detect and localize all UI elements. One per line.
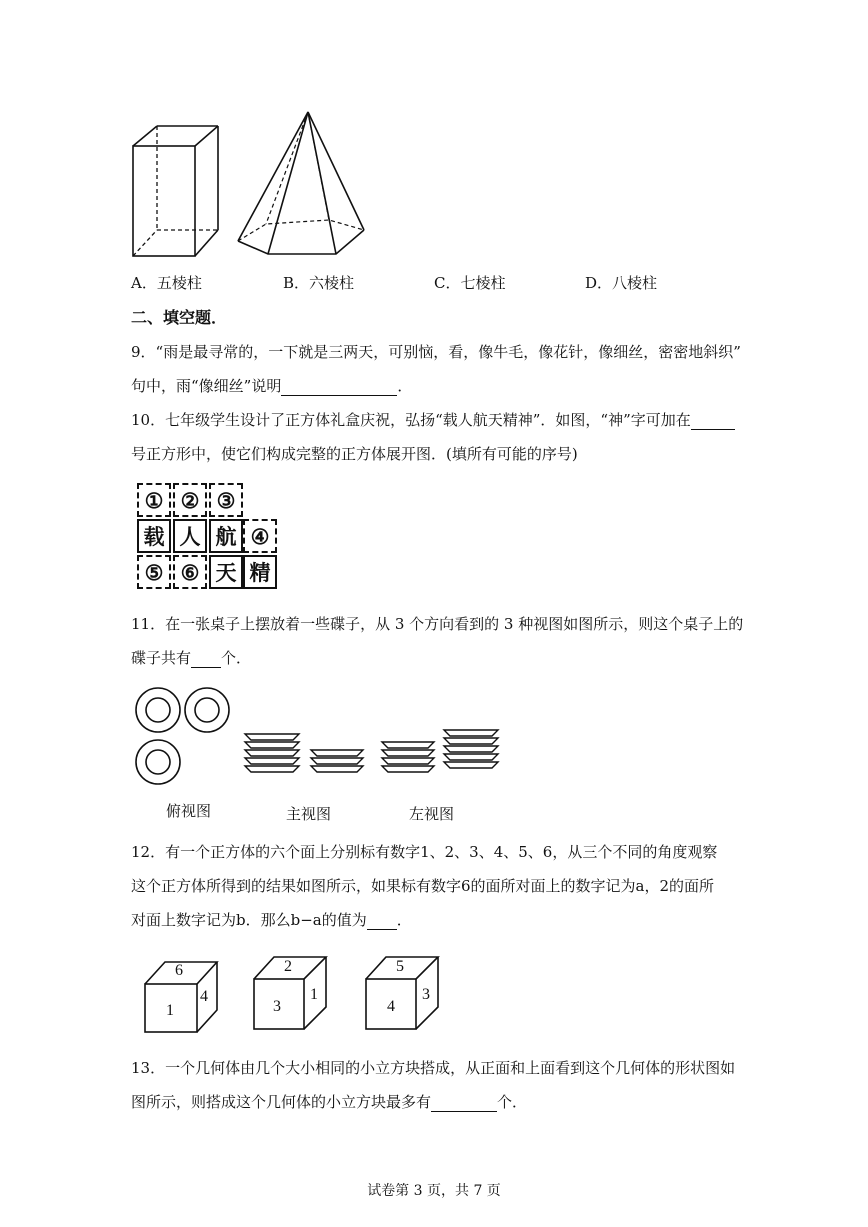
grid-cell-zai: 载 — [137, 519, 171, 553]
grid-cell-hang: 航 — [209, 519, 243, 553]
rectangular-prism-figure — [125, 118, 225, 263]
q12-period: ． — [396, 911, 412, 929]
section-title: 二、填空题． — [131, 308, 228, 327]
dice-cube-2 — [252, 953, 332, 1033]
q11-line2 — [131, 648, 251, 668]
option-a: A．五棱柱 — [131, 274, 202, 292]
grid-cell-tian: 天 — [209, 555, 243, 589]
q10-line1 — [131, 410, 735, 430]
q10-text: 10．七年级学生设计了正方体礼盒庆祝，弘扬“载人航天精神”．如图，“神”字可加在 — [131, 411, 691, 429]
dice-cube-1 — [143, 956, 223, 1036]
q10-line2: 号正方形中，使它们构成完整的正方体展开图．(填所有可能的序号) — [131, 445, 578, 463]
q9-period: ． — [397, 377, 413, 395]
grid-cell-3: ③ — [209, 483, 243, 517]
plates-top-view — [135, 686, 245, 786]
q12-text: 对面上数字记为b．那么b−a的值为 — [131, 911, 367, 929]
q12-line1: 12．有一个正方体的六个面上分别标有数字1、2、3、4、5、6，从三个不同的角度观察 — [131, 843, 718, 861]
grid-cell-5: ⑤ — [137, 555, 171, 589]
q12-answer-blank[interactable] — [367, 913, 397, 930]
option-c: C．七棱柱 — [434, 274, 506, 292]
grid-cell-jing: 精 — [243, 555, 277, 589]
q13-line2 — [131, 1092, 527, 1112]
q13-unit: 个． — [497, 1093, 528, 1111]
grid-cell-4: ④ — [243, 519, 277, 553]
q11-unit: 个． — [221, 649, 252, 667]
grid-cell-ren: 人 — [173, 519, 207, 553]
cube3-side: 3 — [422, 986, 430, 1003]
q13-text: 图所示，则搭成这个几何体的小立方块最多有 — [131, 1093, 432, 1111]
cube3-top: 5 — [396, 958, 404, 975]
q12-line3 — [131, 910, 412, 930]
cube2-front: 3 — [273, 998, 281, 1015]
q9-answer-blank[interactable] — [281, 379, 397, 396]
hexagonal-pyramid-figure — [232, 106, 372, 256]
page-footer: 试卷第 3 页，共 7 页 — [367, 1183, 501, 1199]
q9-line2 — [131, 376, 412, 396]
caption-top-view: 俯视图 — [166, 802, 212, 820]
option-b: B．六棱柱 — [283, 274, 355, 292]
q13-line1: 13．一个几何体由几个大小相同的小立方块搭成，从正面和上面看到这个几何体的形状图如 — [131, 1059, 736, 1077]
q12-line2: 这个正方体所得到的结果如图所示，如果标有数字6的面所对面上的数字记为a，2的面所 — [131, 877, 715, 895]
grid-cell-6: ⑥ — [173, 555, 207, 589]
plates-front-view — [243, 728, 368, 780]
grid-cell-2: ② — [173, 483, 207, 517]
q11-text: 碟子共有 — [131, 649, 192, 667]
caption-front-view: 主视图 — [286, 805, 332, 823]
cube1-front: 1 — [166, 1002, 174, 1019]
q9-line1: 9．“雨是最寻常的，一下就是三两天，可别恼，看，像牛毛，像花针，像细丝，密密地斜织” — [131, 343, 741, 361]
q11-answer-blank[interactable] — [191, 651, 221, 668]
cube2-side: 1 — [310, 986, 318, 1003]
caption-left-view: 左视图 — [409, 805, 455, 823]
cube-net-grid — [137, 483, 277, 590]
dice-cube-3 — [364, 953, 444, 1033]
cube1-top: 6 — [175, 962, 183, 979]
q13-answer-blank[interactable] — [431, 1095, 497, 1112]
q10-answer-blank[interactable] — [691, 413, 735, 430]
cube1-side: 4 — [200, 988, 208, 1005]
plates-left-view — [380, 728, 505, 780]
cube3-front: 4 — [387, 998, 395, 1015]
cube2-top: 2 — [284, 958, 292, 975]
grid-cell-1: ① — [137, 483, 171, 517]
q9-text: 句中，雨“像细丝”说明 — [131, 377, 282, 395]
option-d: D．八棱柱 — [585, 274, 658, 292]
q11-line1: 11．在一张桌子上摆放着一些碟子，从 3 个方向看到的 3 种视图如图所示，则这个桌子上的 — [131, 615, 744, 633]
